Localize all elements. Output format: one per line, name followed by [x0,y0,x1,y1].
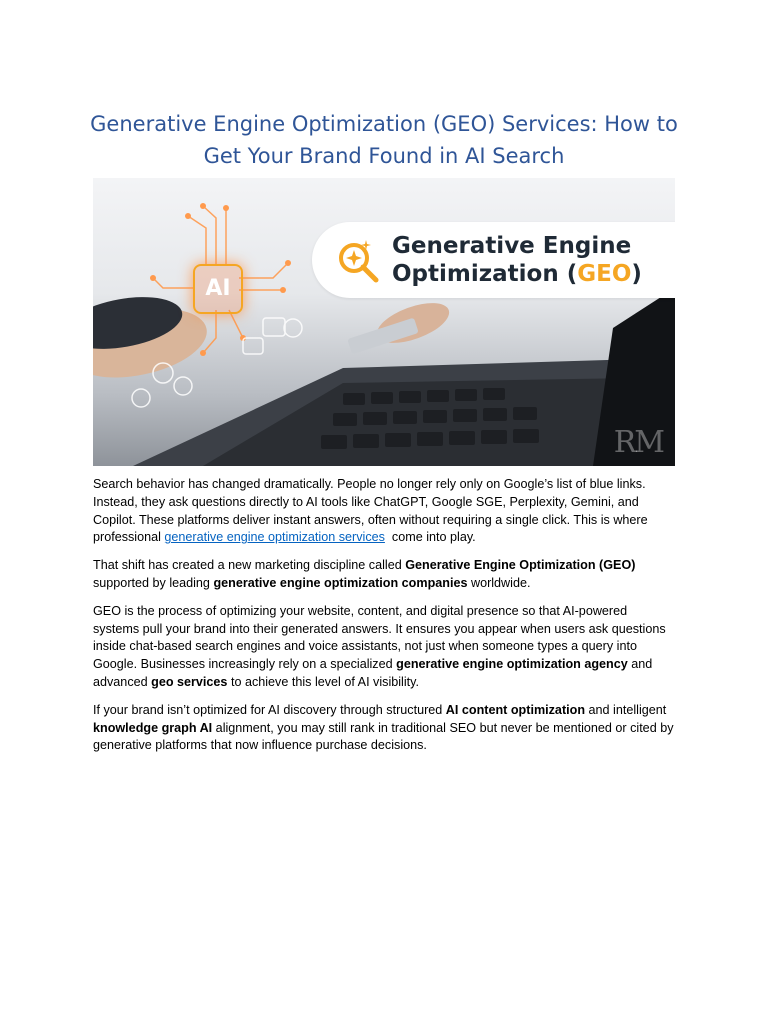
p2-a: That shift has created a new marketing discipline called [93,558,406,573]
article-body [93,476,675,765]
p3-c: and advanced [93,657,653,689]
ai-chip-icon: AI [193,264,243,314]
p1-text: Search behavior has changed dramatically. People no longer rely only on Google’s list of blue links. Instead, they ask questions directly to AI tools like ChatGPT, Google SGE, Perplexity, Gemini, and Copilot. These platforms deliver instant answers, often without requiring a single click. This is where professional [93,477,648,545]
p4-a: If your brand isn’t optimized for AI discovery through structured [93,702,446,717]
watermark: RM [613,425,663,460]
p3-bold-2: geo services [151,674,228,689]
p2-bold-1: Generative Engine Optimization (GEO) [405,558,636,573]
banner-line2-accent: GEO [577,261,632,287]
geo-banner [312,222,675,298]
banner-heading-line2 [392,261,642,287]
banner-line2-pre: Optimization ( [392,261,578,287]
hero-image [93,178,675,466]
p3-d: to achieve this level of AI visibility. [227,674,420,689]
p3-bold-1: generative engine optimization agency [396,657,628,672]
p1-tail: come into play. [384,530,476,545]
paragraph-2 [93,557,675,593]
p4-c: and intelligent [585,702,667,717]
page-title: Generative Engine Optimization (GEO) Services: How to Get Your Brand Found in AI Search [90,112,678,168]
geo-services-link[interactable]: generative engine optimization services [164,530,385,545]
p2-bold-2: generative engine optimization companies [213,575,468,590]
p4-bold-2: knowledge graph AI [93,720,213,735]
banner-line2-post: ) [631,261,642,287]
paragraph-4 [93,702,675,755]
p2-d: worldwide. [467,575,531,590]
paragraph-3 [93,603,675,692]
p3-a: GEO is the process of optimizing your website, content, and digital presence so that AI-powered systems pull your brand into their generated answers. It ensures you appear when users ask questions inside chat-based search engines and voice assistants, not just when someone types a query into Google. Businesses increasingly rely on a specialized [93,603,666,672]
p4-bold-1: AI content optimization [445,702,586,717]
p2-c: supported by leading [93,575,214,590]
paragraph-1 [93,476,675,547]
banner-heading-line1: Generative Engine [392,233,632,259]
p4-d: alignment, you may still rank in traditional SEO but never be mentioned or cited by generative platforms that now influence purchase decisions. [93,720,674,753]
